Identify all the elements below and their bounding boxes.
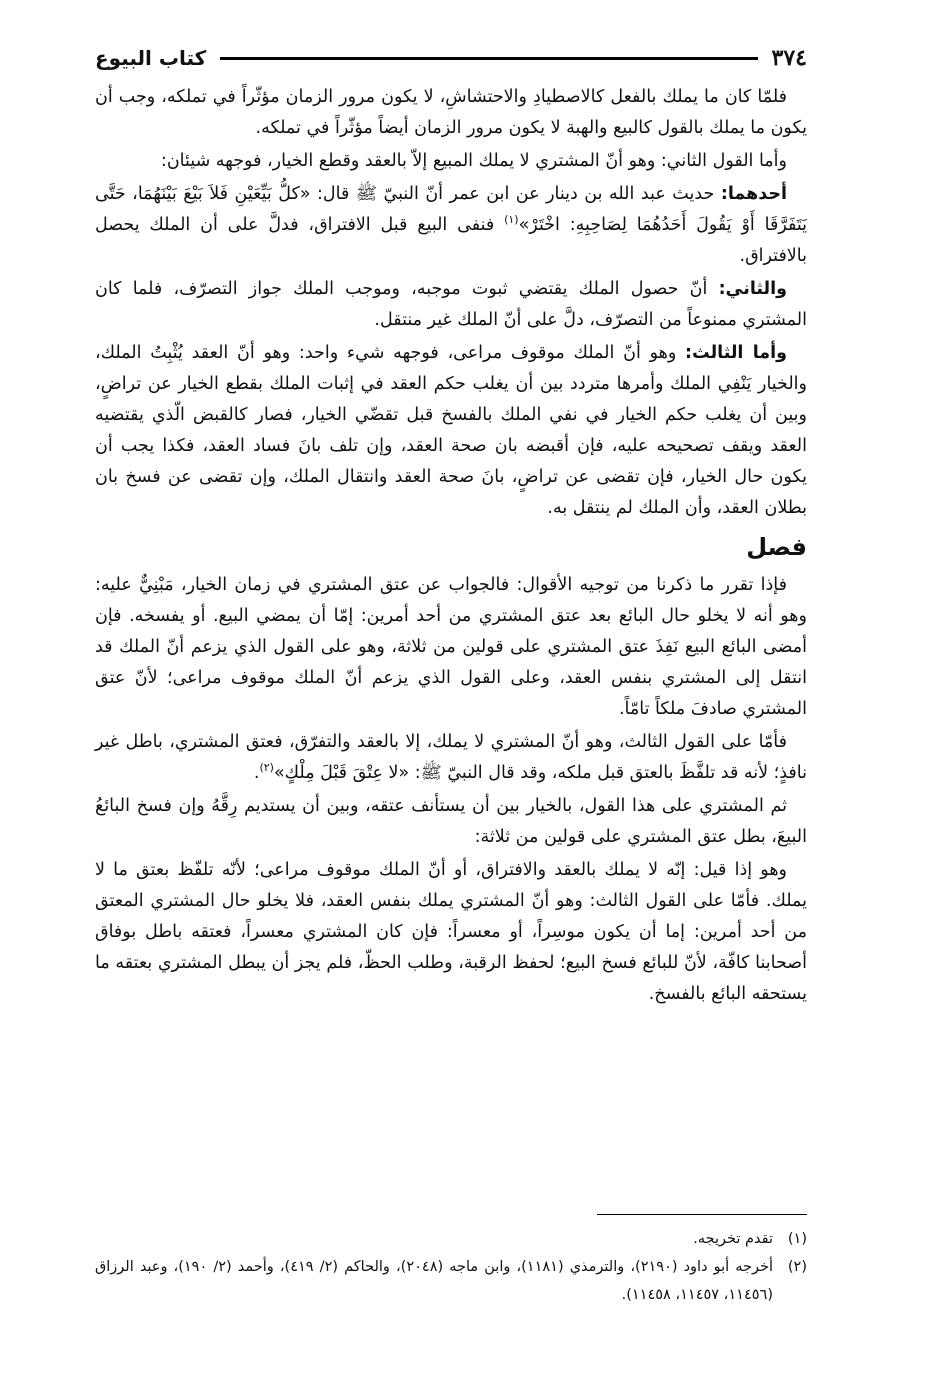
page [95, 40, 807, 1012]
footnote-rule [597, 1214, 807, 1215]
paragraph-text: فإذا تقرر ما ذكرنا من توجيه الأقوال: فالجواب عن عتق المشتري في زمان الخيار، مَبْنِيٌّ عليه: وهو أنه لا يخلو حال البائع بعد عتق المشتري من أحد أمرين: إمّا أن يمضي البيع. أو يفسخه. فإن أمضى البائع البيع نَفِذَ عتق المشتري على قولين من ثلاثة، وهو على القول الذي يزعم أنّ الملك قد انتقل إلى المشتري بنفس العقد، وعلى القول الذي يزعم أنّ الملك موقوف مراعى؛ لأنّ عتق المشتري صادفَ ملكاً تامّاً. [95, 575, 807, 719]
footnote-number: (٢) [787, 1259, 807, 1275]
paragraph-text: حديث عبد الله بن دينار عن ابن عمر أنّ النبيّ ﷺ قال: «كلُّ بَيِّعَيْنِ فَلاَ بَيْعَ بَيْنَهُمَا، حَتَّى يَتَفَرَّقَا أَوْ يَقُولَ أَحَدُهُمَا لِصَاحِبِهِ: اخْتَرْ» [95, 184, 807, 235]
paragraph-text: . [253, 763, 260, 783]
paragraph-lead: وأما الثالث: [685, 343, 787, 363]
paragraph [95, 179, 807, 272]
section-heading: فصل [746, 533, 807, 561]
footnote [95, 1225, 807, 1253]
paragraph [95, 791, 807, 853]
footnote [95, 1253, 807, 1309]
paragraph-text: أنّ حصول الملك يقتضي ثبوت موجبه، وموجب الملك جواز التصرّف، فلما كان المشتري ممنوعاً من التصرّف، دلَّ على أنّ الملك غير منتقل. [95, 279, 807, 330]
paragraph-lead: والثاني: [718, 279, 787, 299]
paragraph [95, 274, 807, 336]
paragraph [95, 82, 807, 144]
paragraph-lead: أحدهما: [720, 184, 787, 204]
page-number: ٣٧٤ [771, 45, 807, 71]
footnote-text: أخرجه أبو داود (٢١٩٠)، والترمذي (١١٨١)، وابن ماجه (٢٠٤٨)، والحاكم (٢/ ٤١٩)، وأحمد (٢/ ١٩٠)، وعبد الرزاق (١١٤٥٦، ١١٤٥٧، ١١٤٥٨). [95, 1259, 774, 1303]
footnote-text: تقدم تخريجه. [693, 1231, 773, 1247]
footnote-reference[interactable]: (٢) [259, 761, 274, 775]
book-title: كتاب البيوع [95, 46, 207, 70]
paragraph [95, 570, 807, 725]
paragraph [95, 855, 807, 1010]
paragraph [95, 727, 807, 789]
paragraph-text: فنفى البيع قبل الافتراق، فدلَّ على أن الملك يحصل بالافتراق. [95, 215, 807, 266]
paragraph-text: فلمّا كان ما يملك بالفعل كالاصطيادِ والاحتشاشِ، لا يكون مرور الزمان مؤثّراً في تملكه، وجب أن يكون ما يملك بالقول كالبيع والهبة لا يكون مرور الزمان أيضاً مؤثّراً في تملكه. [95, 87, 807, 138]
paragraph-text: فأمّا على القول الثالث، وهو أنّ المشتري لا يملك، إلا بالعقد والتفرّق، فعتق المشتري، باطل غير نافذٍ؛ لأنه قد تلفَّظَ بالعتق قبل ملكه، وقد قال النبيّ ﷺ: «لا عِتْقَ قَبْلَ مِلْكٍ» [95, 732, 807, 783]
paragraph-text: ثم المشتري على هذا القول، بالخيار بين أن يستأنف عتقه، وبين أن يستديم رِقَّهُ وإن فسخ البائعُ البيعَ، بطل عتق المشتري على قولين من ثلاثة: [95, 796, 807, 847]
footnotes [95, 1214, 807, 1309]
header-rule [220, 57, 757, 60]
paragraph-text: وأما القول الثاني: وهو أنّ المشتري لا يملك المبيع إلاّ بالعقد وقطع الخيار، فوجهه شيئان: [160, 151, 787, 171]
footnote-reference[interactable]: (١) [504, 213, 519, 227]
body-text [95, 82, 807, 1010]
paragraph-text: وهو إذا قيل: إنّه لا يملك بالعقد والافتراق، أو أنّ الملك موقوف مراعى؛ لأنّه تلفّظ بعتق ما لا يملك. فأمّا على القول الثالث: وهو أنّ المشتري يملك بنفس العقد، فلا يخلو حال المشتري المعتق من أحد أمرين: إما أن يكون موسِراً، أو معسراً: فإن كان المشتري معسراً، فعتقه باطل بوفاق أصحابنا كافّة، لأنّ للبائع فسخ البيع؛ لحفظ الرقبة، وطلب الحظّ، فلم يجز أن يبطل المشتري بعتقه ما يستحقه البائع بالفسخ. [95, 860, 807, 1004]
running-header [95, 40, 807, 76]
footnote-number: (١) [787, 1231, 807, 1247]
paragraph [95, 338, 807, 524]
paragraph [95, 146, 807, 177]
paragraph-text: وهو أنّ الملك موقوف مراعى، فوجهه شيء واحد: وهو أنّ العقد يُثْبِتُ الملك، والخيار يَنْفِي الملك وأمرها متردد بين أن يغلب حكم العقد في إثبات الملك بقطع الخيار عن تراضٍ، وبين أن يغلب حكم الخيار في نفي الملك بالفسخ قبل تقضّي الخيار، فصار كالقبض الّذي يقتضيه العقد ويقف تصحيحه عليه، فإن أقبضه بان صحة العقد، وإن تلف بانَ فساد العقد، فكذا يجب أن يكون حال الخيار، فإن تقضى عن تراضٍ، بانَ صحة العقد وانتقال الملك، وإن تقضى عن فسخ بان بطلان العقد، وأن الملك لم ينتقل به. [95, 343, 807, 518]
